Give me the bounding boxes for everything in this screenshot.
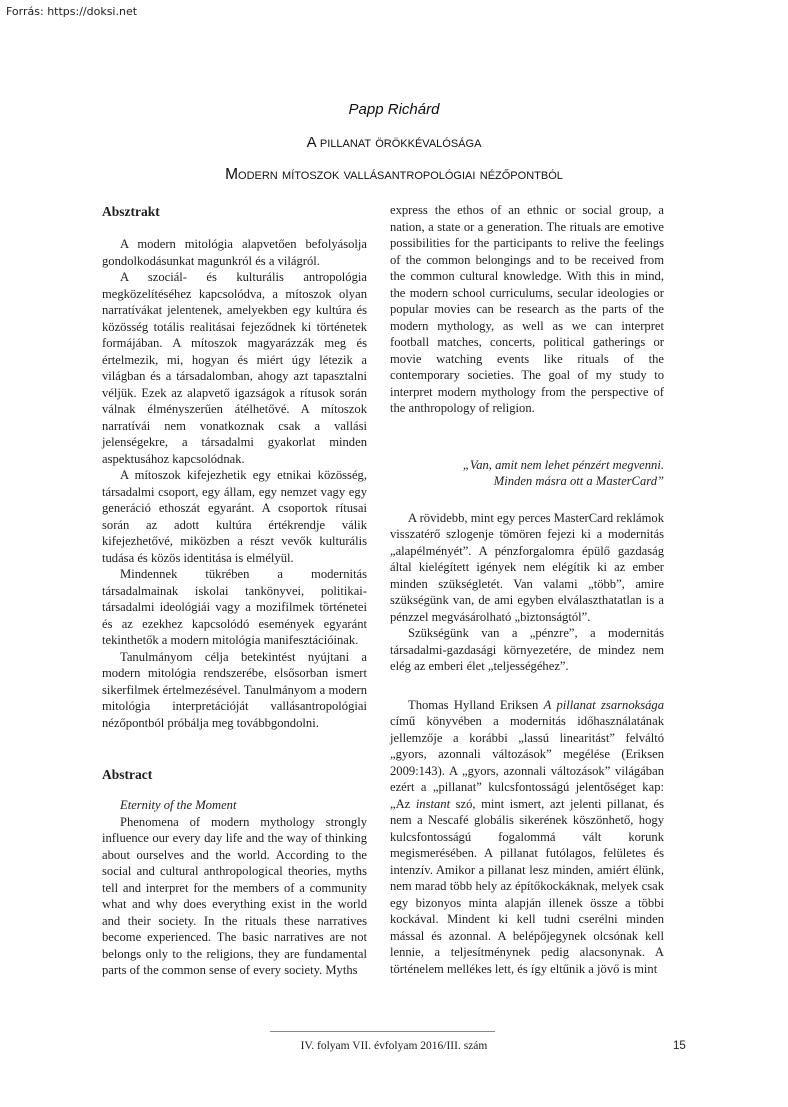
article-title: A pillanat örökkévalósága [306, 134, 482, 151]
text-span: Thomas Hylland Eriksen [408, 697, 544, 712]
absztrakt-heading: Absztrakt [102, 204, 160, 219]
absztrakt-paragraph: Mindennek tükrében a modernitás társadalmainak iskolai tankönyvei, politikai-társadalmi ideológiái vagy a mozifilmek történetei és az ezekhez kapcsolódó események egyaránt tekinthetők a modern mitológia manifesztációinak. [102, 567, 367, 647]
absztrakt-paragraph: Tanulmányom célja betekintést nyújtani a modern mitológia rendszerébe, elsősorban ismert sikerfilmek értelmezésével. Tanulmányom a modern mitológia interpretációját vallásantropológiai nézőpontból próbálja meg továbbgondolni. [102, 649, 367, 730]
book-title: A pillanat zsarnoksága [543, 697, 664, 712]
quote-line: „Van, amit nem lehet pénzért megvenni. [462, 457, 664, 472]
epigraph-quote [390, 457, 664, 490]
page-number: 15 [673, 1040, 686, 1052]
abstract-continued: express the ethos of an ethnic or social group, a nation, a state or a generation. The rituals are emotive possibilities for the participants to relive the feelings of the common belongings and to be received from the common cultural knowledge. With this in mind, the modern school curriculums, secular ideologies or popular movies can be research as the parts of the modern mythology, as well as we can interpret football matches, concerts, political gatherings or movie watching events like rituals of the contemporary societies. The goal of my study to interpret modern mythology from the perspective of the anthropology of religion. [390, 203, 664, 415]
source-label: Forrás: https://doksi.net [6, 5, 138, 18]
right-column [390, 202, 664, 977]
abstract-heading: Abstract [102, 767, 153, 782]
absztrakt-paragraph: A mítoszok kifejezhetik egy etnikai közösség, társadalmi csoport, egy állam, egy nemzet vagy egy generáció ethoszát egyaránt. A csoportok rítusai során az adott kultúra értékrendje válik kifejezhetővé, miközben a részt vevők kulturális tudása és közös identitása is elmélyül. [102, 468, 367, 565]
body-paragraph: Szükségünk van a „pénzre”, a modernitás társadalmi-gazdasági környezetére, de mindez nem elég az emberi élet „teljességéhez”. [390, 626, 664, 673]
abstract-subtitle: Eternity of the Moment [120, 798, 237, 812]
body-paragraph [390, 697, 664, 978]
absztrakt-paragraph: A modern mitológia alapvetően befolyásolja gondolkodásunkat magunkról és a világról. [102, 237, 367, 268]
italic-term: instant [415, 796, 451, 811]
quote-line: Minden másra ott a MasterCard” [493, 474, 664, 488]
text-span: szó, mint ismert, azt jelenti pillanat, és nem a Nescafé globális sikerének köszönhető, hogy kulcsfontosságú fogalommá vált korunk megismerésében. A pillanat futólagos, felületes és intenzív. Amikor a pillanat lesz minden, amiért élünk, nem marad több hely az építőkockáknak, melyek csak egy bizonyos minta alapján illenek össze a többi kockával. Mindent ki kell tudni cserélni minden mással és azonnal. A belépőjegynek olcsónak kell lennie, a teljesítménynek pedig alacsonynak. A történelem mellékes lett, és így eltűnik a jövő is mint [390, 796, 664, 976]
body-paragraph: A rövidebb, mint egy perces MasterCard reklámok visszatérő szlogenje tömören fejezi ki a modernitás „alapélményét”. A pénzforgalomra épülő gazdaság által kielégített igények nem elégítik ki az ember minden szükségletét. Van valami „több”, amire szükségünk van, de ami egyben elválaszthatatlan is a pénzzel megvásárolható „biztonságtól”. [390, 510, 664, 624]
article-subtitle: Modern mítoszok vallásantropológiai nézőpontból [225, 166, 563, 183]
text-span: című könyvében a modernitás időhasználatának jellemzője a korábbi „lassú linearitást” felváltó „gyors, azonnali változások” megélése (Eriksen 2009:143). A „gyors, azonnali változások” világában ezért a „pillanat” kulcsfontosságú jelentőséget kap: „Az [390, 714, 664, 811]
left-column [102, 202, 367, 979]
absztrakt-paragraph: A szociál- és kulturális antropológia megközelítéséhez kapcsolódva, a mítoszok olyan narratívákat jelentenek, amelyekben egy kultúra és közösség totális realitásai fejeződnek ki történetek formájában. A mítoszok magyarázzák meg és értelmezik, mi, hogyan és miért úgy létezik a világban és a társadalomban, ahogy azt tapasztalni véljük. Ezek az alapvető igazságok a rítusok során válnak élményszerűen átélhetővé. A mítoszok narratívái nem vonatkoznak csak a vallási jelenségekre, a társadalmi gyakorlat minden aspektusához kapcsolódnak. [102, 270, 367, 466]
footer-rule [270, 1031, 495, 1032]
abstract-paragraph: Phenomena of modern mythology strongly influence our every day life and the way of thinking about ourselves and the world. According to the social and cultural anthropological theories, myths tell and interpret for the members of a community what and why does everything exist in the world and their society. In the rituals these narratives become experienced. The basic narratives are not belongs only to the religions, they are fundamental parts of the common sense of every society. Myths [102, 814, 367, 977]
footer-issue: IV. folyam VII. évfolyam 2016/III. szám [300, 1040, 488, 1052]
author-name: Papp Richárd [348, 101, 440, 118]
